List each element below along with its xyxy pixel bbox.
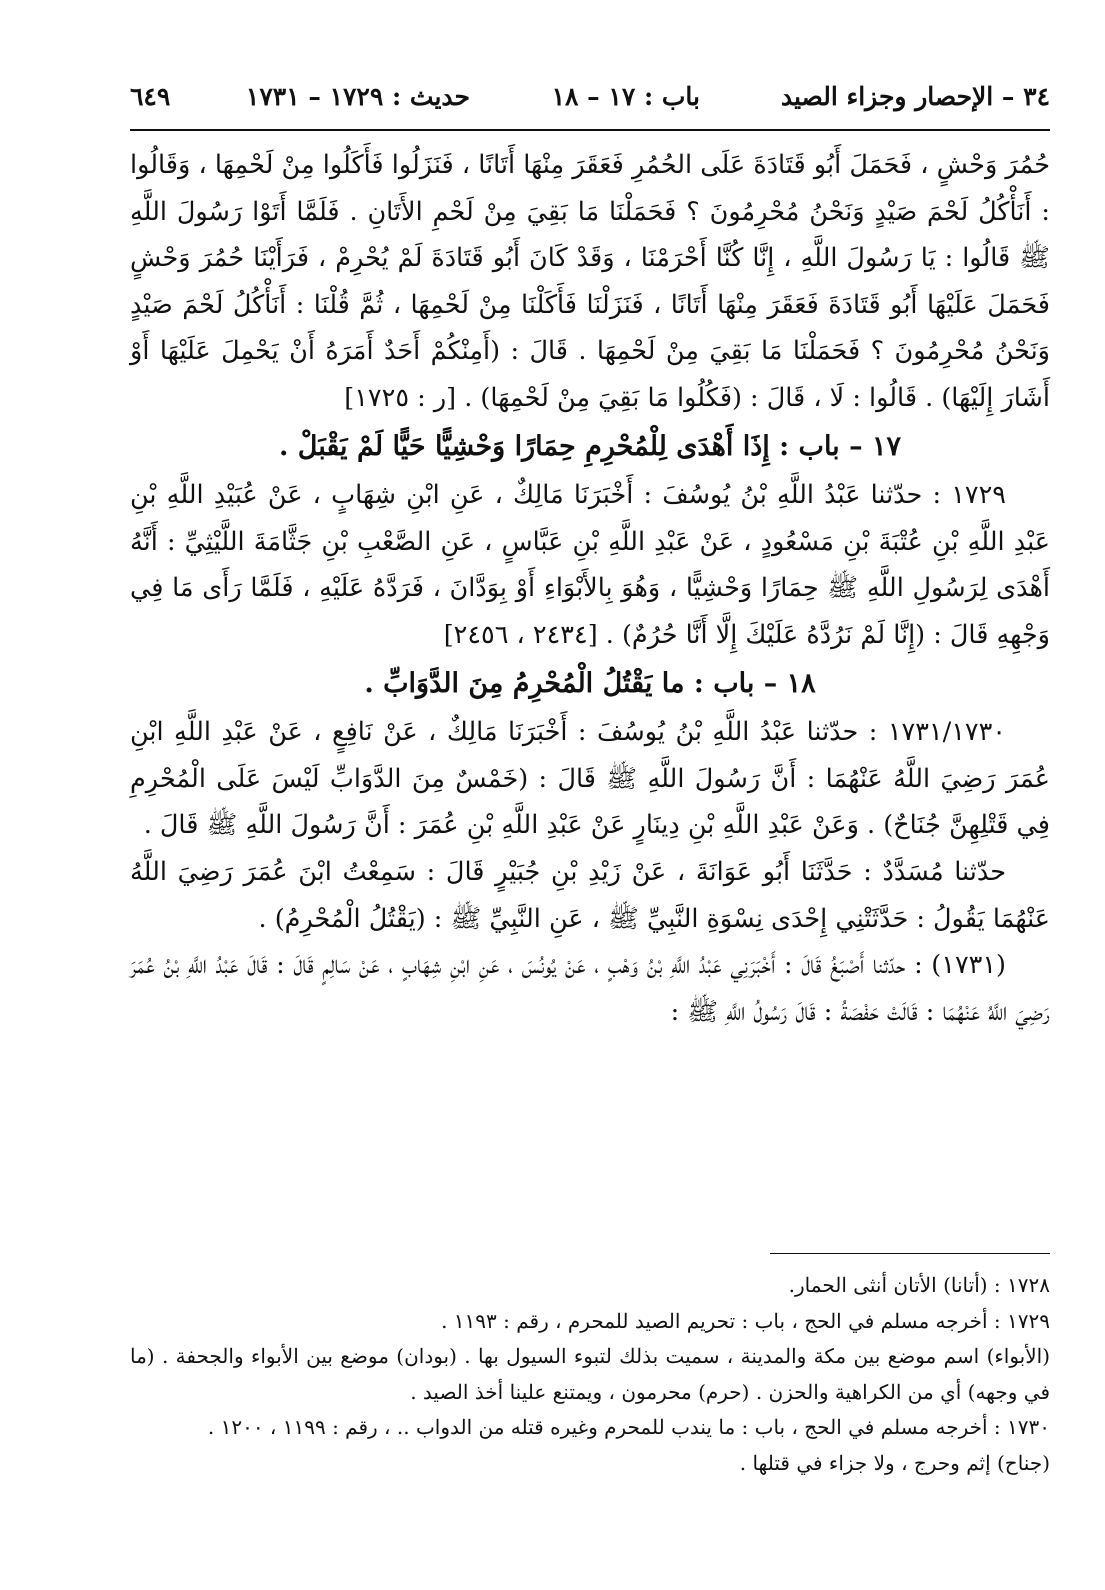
main-text [130, 142, 1050, 1035]
chapter-heading-18: ١٨ – باب : ما يَقْتُلُ الْمُحْرِمُ مِنَ الدَّوَابِّ . [364, 667, 816, 699]
chapter-heading-17: ١٧ – باب : إِذَا أَهْدَى لِلْمُحْرِمِ حِمَارًا وَحْشِيًّا حَيًّا لَمْ يَقْبَلْ . [278, 430, 901, 462]
paragraph-continuation: حُمُرَ وَحْشٍ ، فَحَمَلَ أَبُو قَتَادَةَ عَلَى الحُمُرِ فَعَقَرَ مِنْهَا أَتَانًا ، فَنَزَلُوا فَأَكَلُوا مِنْ لَحْمِهَا ، وَقَالُوا : أَنَأْكُلُ لَحْمَ صَيْدٍ وَنَحْنُ مُحْرِمُونَ ؟ فَحَمَلْنَا مَا بَقِيَ مِنْ لَحْمِ الأَتَانِ . فَلَمَّا أَتَوْا رَسُولَ اللَّهِ ﷺ قَالُوا : يَا رَسُولَ اللَّهِ ، إِنَّا كُنَّا أَحْرَمْنَا ، وَقَدْ كَانَ أَبُو قَتَادَةَ لَمْ يُحْرِمْ ، فَرَأَيْنَا حُمُرَ وَحْشٍ فَحَمَلَ عَلَيْهَا أَبُو قَتَادَةَ فَعَقَرَ مِنْهَا أَتَانًا ، فَنَزَلْنَا فَأَكَلْنَا مِنْ لَحْمِهَا ، ثُمَّ قُلْنَا : أَنَأْكُلُ لَحْمَ صَيْدٍ وَنَحْنُ مُحْرِمُونَ ؟ فَحَمَلْنَا مَا بَقِيَ مِنْ لَحْمِهَا . قَالَ : (أَمِنْكُمْ أَحَدٌ أَمَرَهُ أَنْ يَحْمِلَ عَلَيْهَا أَوْ أَشَارَ إِلَيْهَا) . قَالُوا : لَا ، قَالَ : (فَكُلُوا مَا بَقِيَ مِنْ لَحْمِهَا) . [ر : ١٧٢٥] [130, 150, 1050, 413]
footnote-rule [770, 1253, 1050, 1254]
hadith-musaddad: حدّثنا مُسَدَّدٌ : حَدَّثَنَا أَبُو عَوَانَةَ ، عَنْ زَيْدِ بْنِ جُبَيْرٍ قَالَ : سَمِعْتُ ابْنَ عُمَرَ رَضِيَ اللَّهُ عَنْهُمَا يَقُولُ : حَدَّثَتْنِي إِحْدَى نِسْوَةِ النَّبِيِّ ﷺ ، عَنِ النَّبِيِّ ﷺ : (يَقْتُلُ الْمُحْرِمُ) . [130, 856, 1050, 934]
footnote-1729: ١٧٢٩ : أخرجه مسلم في الحج ، باب : تحريم الصيد للمحرم ، رقم : ١١٩٣ . [441, 1308, 1050, 1333]
footnote-1730-gloss: (جناح) إثم وحرج ، ولا جزاء في قتلها . [739, 1450, 1050, 1475]
chapter-title: ٣٤ – الإحصار وجزاء الصيد [780, 82, 1050, 111]
footnote-1728: ١٧٢٨ : (أتانا) الأتان أنثى الحمار. [788, 1273, 1050, 1297]
running-header [130, 82, 1050, 130]
footnotes [130, 1268, 1050, 1481]
hadith-1730: ١٧٣١/١٧٣٠ : حدّثنا عَبْدُ اللَّهِ بْنُ يُوسُفَ : أَخْبَرَنَا مَالِكٌ ، عَنْ نَافِعٍ ، عَنْ عَبْدِ اللَّهِ ابْنِ عُمَرَ رَضِيَ اللَّهُ عَنْهُمَا : أَنَّ رَسُولَ اللَّهِ ﷺ قَالَ : (خَمْسٌ مِنَ الدَّوَابِّ لَيْسَ عَلَى الْمُحْرِمِ فِي قَتْلِهِنَّ جُنَاحٌ) . وَعَنْ عَبْدِ اللَّهِ بْنِ دِينَارٍ عَنْ عَبْدِ اللَّهِ بْنِ عُمَرَ : أَنَّ رَسُولَ اللَّهِ ﷺ قَالَ . [130, 717, 1050, 841]
header-rule [130, 129, 1050, 131]
hadith-range: حديث : ١٧٢٩ – ١٧٣١ [245, 82, 470, 111]
hadith-1731: (١٧٣١) : حدّثنا أَصْبَغُ قَالَ : أَخْبَرَنِي عَبْدُ اللَّهِ بْنُ وَهْبٍ ، عَنْ يُونُسَ ، عَنِ ابْنِ شِهَابٍ ، عَنْ سَالِمٍ قَالَ : قَالَ عَبْدُ اللَّهِ بْنُ عُمَرَ رَضِيَ اللَّهُ عَنْهُمَا : قَالَتْ حَفْصَةُ : قَالَ رَسُولُ اللَّهِ ﷺ : [130, 950, 1050, 1027]
footnote-1729-gloss: (الأبواء) اسم موضع بين مكة والمدينة ، سميت بذلك لتبوء السيول بها . (بودان) موضع بين الأبواء والجحفة . (ما في وجهه) أي من الكراهية والحزن . (حرم) محرمون ، ويمتنع علينا أخذ الصيد . [130, 1344, 1050, 1404]
page-number: ٦٤٩ [130, 82, 171, 111]
bab-range: باب : ١٧ – ١٨ [551, 82, 700, 111]
hadith-1729: ١٧٢٩ : حدّثنا عَبْدُ اللَّهِ بْنُ يُوسُفَ : أَخْبَرَنَا مَالِكٌ ، عَنِ ابْنِ شِهَابٍ ، عَنْ عُبَيْدِ اللَّهِ بْنِ عَبْدِ اللَّهِ بْنِ عُتْبَةَ بْنِ مَسْعُودٍ ، عَنْ عَبْدِ اللَّهِ بْنِ عَبَّاسٍ ، عَنِ الصَّعْبِ بْنِ جَثَّامَةَ اللَّيْثِيِّ : أَنَّهُ أَهْدَى لِرَسُولِ اللَّهِ ﷺ حِمَارًا وَحْشِيًّا ، وَهُوَ بِالأَبْوَاءِ أَوْ بِوَدَّانَ ، فَرَدَّهُ عَلَيْهِ ، فَلَمَّا رَأَى مَا فِي وَجْهِهِ قَالَ : (إِنَّا لَمْ نَرُدَّهُ عَلَيْكَ إِلَّا أَنَّا حُرُمٌ) . [٢٤٣٤ ، ٢٤٥٦] [130, 480, 1050, 650]
footnote-1730: ١٧٣٠ : أخرجه مسلم في الحج ، باب : ما يندب للمحرم وغيره قتله من الدواب .. ، رقم : ١١٩٩ ، ١٢٠٠ . [207, 1415, 1050, 1439]
